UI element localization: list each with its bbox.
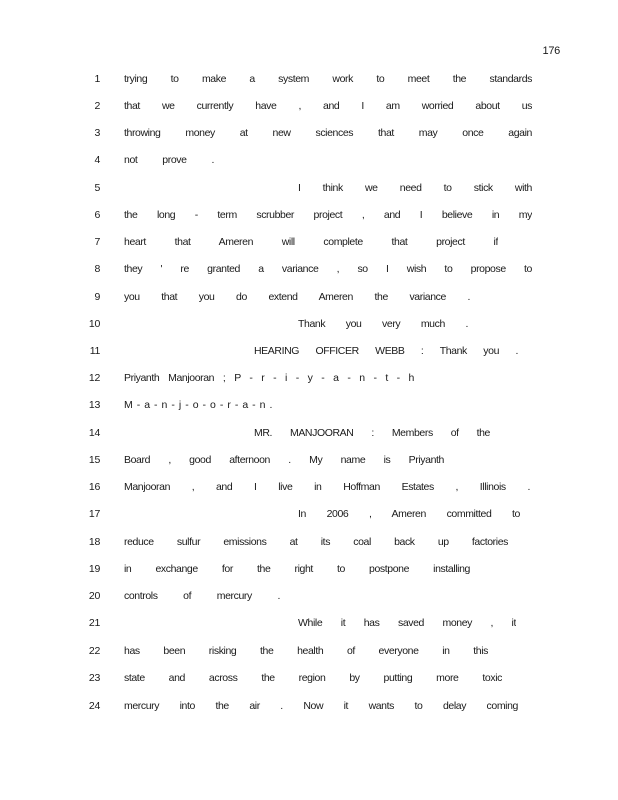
line-text: Board , good afternoon . My name is Priyanth bbox=[124, 454, 444, 466]
line-text: you that you do extend Ameren the variance . bbox=[124, 291, 470, 303]
line-number: 20 bbox=[88, 590, 100, 602]
transcript-line bbox=[0, 506, 618, 522]
line-number: 4 bbox=[94, 154, 100, 166]
transcript-line bbox=[0, 207, 618, 223]
page-number: 176 bbox=[542, 45, 560, 57]
transcript-line bbox=[0, 343, 618, 359]
line-number: 18 bbox=[88, 536, 100, 548]
line-text: In 2006 , Ameren committed to bbox=[298, 508, 520, 520]
line-text: controls of mercury . bbox=[124, 590, 280, 602]
line-number: 1 bbox=[94, 73, 100, 85]
transcript-line bbox=[0, 98, 618, 114]
line-text: MR. MANJOORAN : Members of the bbox=[254, 427, 490, 439]
transcript-line bbox=[0, 425, 618, 441]
transcript-line bbox=[0, 561, 618, 577]
line-number: 17 bbox=[88, 508, 100, 520]
transcript-line bbox=[0, 397, 618, 413]
transcript-line bbox=[0, 370, 618, 386]
line-number: 14 bbox=[88, 427, 100, 439]
line-number: 7 bbox=[94, 236, 100, 248]
line-number: 16 bbox=[88, 481, 100, 493]
line-text: While it has saved money , it bbox=[298, 617, 516, 629]
line-number: 15 bbox=[88, 454, 100, 466]
line-number: 6 bbox=[94, 209, 100, 221]
line-text: HEARING OFFICER WEBB : Thank you . bbox=[254, 345, 518, 357]
transcript-line bbox=[0, 234, 618, 250]
transcript-line bbox=[0, 125, 618, 141]
line-number: 13 bbox=[88, 399, 100, 411]
line-text: Thank you very much . bbox=[298, 318, 468, 330]
transcript-line bbox=[0, 615, 618, 631]
transcript-line bbox=[0, 534, 618, 550]
transcript-line bbox=[0, 71, 618, 87]
line-text: that we currently have , and I am worried about us bbox=[124, 100, 532, 112]
line-number: 2 bbox=[94, 100, 100, 112]
line-number: 12 bbox=[88, 372, 100, 384]
transcript-line bbox=[0, 698, 618, 714]
line-text: mercury into the air . Now it wants to delay coming bbox=[124, 700, 518, 712]
transcript-line bbox=[0, 180, 618, 196]
transcript-line bbox=[0, 588, 618, 604]
line-text: Manjooran , and I live in Hoffman Estates , Illinois . bbox=[124, 481, 530, 493]
transcript-line bbox=[0, 289, 618, 305]
line-text: not prove . bbox=[124, 154, 214, 166]
line-number: 9 bbox=[94, 291, 100, 303]
line-text: in exchange for the right to postpone installing bbox=[124, 563, 470, 575]
line-text: heart that Ameren will complete that project if bbox=[124, 236, 498, 248]
transcript-line bbox=[0, 261, 618, 277]
line-text: the long - term scrubber project , and I believe in my bbox=[124, 209, 532, 221]
line-text: Priyanth Manjooran ; P - r - i - y - a - n - t - h bbox=[124, 372, 414, 384]
line-number: 3 bbox=[94, 127, 100, 139]
line-number: 21 bbox=[88, 617, 100, 629]
line-number: 10 bbox=[88, 318, 100, 330]
transcript-line bbox=[0, 152, 618, 168]
transcript-line bbox=[0, 479, 618, 495]
line-text: state and across the region by putting more toxic bbox=[124, 672, 502, 684]
line-text: throwing money at new sciences that may once again bbox=[124, 127, 532, 139]
line-number: 5 bbox=[94, 182, 100, 194]
line-text: has been risking the health of everyone in this bbox=[124, 645, 488, 657]
transcript-line bbox=[0, 643, 618, 659]
line-text: trying to make a system work to meet the standards bbox=[124, 73, 532, 85]
line-text: M - a - n - j - o - o - r - a - n . bbox=[124, 399, 272, 411]
transcript-line bbox=[0, 670, 618, 686]
line-text: they ' re granted a variance , so I wish to propose to bbox=[124, 263, 532, 275]
line-number: 19 bbox=[88, 563, 100, 575]
line-text: I think we need to stick with bbox=[298, 182, 532, 194]
line-text: reduce sulfur emissions at its coal back up factories bbox=[124, 536, 508, 548]
line-number: 11 bbox=[89, 345, 100, 357]
line-number: 22 bbox=[88, 645, 100, 657]
line-number: 24 bbox=[88, 700, 100, 712]
transcript-line bbox=[0, 316, 618, 332]
line-number: 23 bbox=[88, 672, 100, 684]
line-number: 8 bbox=[94, 263, 100, 275]
transcript-line bbox=[0, 452, 618, 468]
